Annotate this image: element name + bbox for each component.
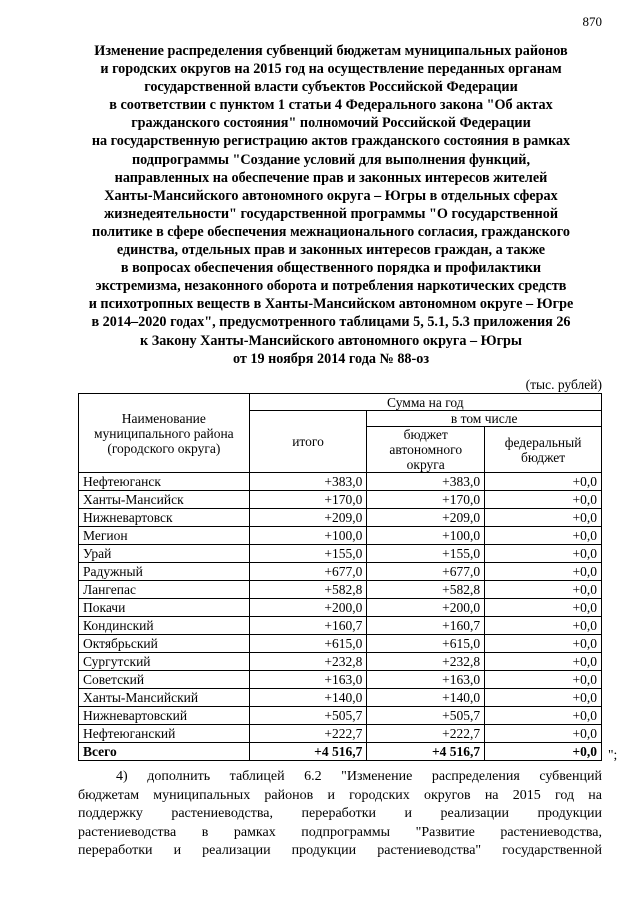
table-row xyxy=(79,509,602,527)
paragraph-line: 4) дополнить таблицей 6.2 "Изменение распределения субвенций xyxy=(116,769,602,784)
title-line: жизнедеятельности" государственной программы "О государственной xyxy=(104,205,558,222)
table-row xyxy=(79,563,602,581)
district-name: Ханты-Мансийский xyxy=(79,689,250,707)
district-name: Всего xyxy=(79,743,250,761)
total-value: +222,7 xyxy=(249,725,367,743)
total-value: +209,0 xyxy=(249,509,367,527)
title-line: в соответствии с пунктом 1 статьи 4 Федерального закона "Об актах xyxy=(109,97,553,114)
regional-budget-value: +100,0 xyxy=(367,527,485,545)
table-row xyxy=(79,581,602,599)
federal-budget-value: +0,0 xyxy=(485,653,602,671)
total-value: +615,0 xyxy=(249,635,367,653)
total-row xyxy=(79,743,602,761)
title-line: в 2014–2020 годах", предусмотренного таблицами 5, 5.1, 5.3 приложения 26 xyxy=(91,314,571,331)
title-line: политике в сфере обеспечения межнационального согласия, гражданского xyxy=(92,223,570,240)
title-line: Изменение распределения субвенций бюджетам муниципальных районов xyxy=(94,43,568,59)
title-line: и психотропных веществ в Ханты-Мансийском автономном округе – Югре xyxy=(88,296,574,313)
district-name: Советский xyxy=(79,671,250,689)
paragraph-line: поддержку растениеводства, переработки и реализации продукции xyxy=(78,806,602,821)
title-line: гражданского состояния" полномочий Российской Федерации xyxy=(131,115,531,132)
total-value: +200,0 xyxy=(249,599,367,617)
federal-budget-value: +0,0 xyxy=(485,707,602,725)
regional-budget-value: +222,7 xyxy=(367,725,485,743)
regional-budget-value: +505,7 xyxy=(367,707,485,725)
regional-budget-value: +209,0 xyxy=(367,509,485,527)
title-line: государственной власти субъектов Российской Федерации xyxy=(144,79,518,96)
total-value: +100,0 xyxy=(249,527,367,545)
district-name: Октябрьский xyxy=(79,635,250,653)
header-regional: бюджет автономного округа xyxy=(367,427,485,473)
total-value: +163,0 xyxy=(249,671,367,689)
title-line: к Закону Ханты-Мансийского автономного округа – Югры xyxy=(139,332,522,349)
district-name: Кондинский xyxy=(79,617,250,635)
regional-budget-value: +615,0 xyxy=(367,635,485,653)
federal-budget-value: +0,0 xyxy=(485,473,602,491)
regional-budget-value: +155,0 xyxy=(367,545,485,563)
district-name: Ханты-Мансийск xyxy=(79,491,250,509)
regional-budget-value: +232,8 xyxy=(367,653,485,671)
federal-budget-value: +0,0 xyxy=(485,635,602,653)
district-name: Сургутский xyxy=(79,653,250,671)
federal-budget-value: +0,0 xyxy=(485,545,602,563)
district-name: Нефтеюганский xyxy=(79,725,250,743)
regional-budget-value: +200,0 xyxy=(367,599,485,617)
regional-budget-value: +383,0 xyxy=(367,473,485,491)
regional-budget-value: +677,0 xyxy=(367,563,485,581)
table-row xyxy=(79,545,602,563)
district-name: Нижневартовский xyxy=(79,707,250,725)
units-label: (тыс. рублей) xyxy=(525,377,602,392)
district-name: Радужный xyxy=(79,563,250,581)
district-name: Покачи xyxy=(79,599,250,617)
regional-budget-value: +140,0 xyxy=(367,689,485,707)
federal-budget-value: +0,0 xyxy=(485,617,602,635)
district-name: Лангепас xyxy=(79,581,250,599)
document-title xyxy=(60,42,602,368)
total-value: +383,0 xyxy=(249,473,367,491)
header-sum: Сумма на год xyxy=(249,394,601,411)
paragraph-line: растениеводства в рамках подпрограммы "Развитие растениеводства, xyxy=(78,824,602,840)
table-row xyxy=(79,473,602,491)
federal-budget-value: +0,0 xyxy=(485,581,602,599)
federal-budget-value: +0,0 xyxy=(485,509,602,527)
title-line: единства, отдельных прав и законных интересов граждан, а также xyxy=(116,242,546,259)
table-tail: "; xyxy=(608,747,618,762)
federal-budget-value: +0,0 xyxy=(485,563,602,581)
total-value: +160,7 xyxy=(249,617,367,635)
paragraph-line: переработки и реализации продукции растениеводства" государственной xyxy=(78,843,602,858)
total-value: +4 516,7 xyxy=(249,743,367,761)
header-including: в том числе xyxy=(367,411,602,427)
subvention-table xyxy=(78,393,602,761)
federal-budget-value: +0,0 xyxy=(485,599,602,617)
title-line: от 19 ноября 2014 года № 88-оз xyxy=(232,350,430,367)
table-row xyxy=(79,671,602,689)
table-row xyxy=(79,527,602,545)
federal-budget-value: +0,0 xyxy=(485,671,602,689)
paragraph-line: бюджетам муниципальных районов и городских округов на 2015 год на xyxy=(78,787,602,803)
district-name: Нефтеюганск xyxy=(79,473,250,491)
table-row xyxy=(79,653,602,671)
table-row xyxy=(79,617,602,635)
title-line: в вопросах обеспечения общественного порядка и профилактики xyxy=(120,260,542,277)
table-row xyxy=(79,599,602,617)
table-row xyxy=(79,689,602,707)
title-line: подпрограммы "Создание условий для выполнения функций, xyxy=(131,151,531,168)
header-federal: федеральный бюджет xyxy=(485,427,602,473)
district-name: Урай xyxy=(79,545,250,563)
district-name: Мегион xyxy=(79,527,250,545)
federal-budget-value: +0,0 xyxy=(485,743,602,761)
regional-budget-value: +170,0 xyxy=(367,491,485,509)
district-name: Нижневартовск xyxy=(79,509,250,527)
total-value: +140,0 xyxy=(249,689,367,707)
title-line: Ханты-Мансийского автономного округа – Югры в отдельных сферах xyxy=(104,187,558,204)
page-number: 870 xyxy=(582,14,602,29)
table-row xyxy=(79,725,602,743)
regional-budget-value: +160,7 xyxy=(367,617,485,635)
regional-budget-value: +582,8 xyxy=(367,581,485,599)
title-line: экстремизма, незаконного оборота и потребления наркотических средств xyxy=(95,278,567,295)
title-line: и городских округов на 2015 год на осуществление переданных органам xyxy=(100,61,562,78)
header-name: Наименование муниципального района (городского округа) xyxy=(79,394,250,473)
federal-budget-value: +0,0 xyxy=(485,725,602,743)
title-line: на государственную регистрацию актов гражданского состояния в рамках xyxy=(91,133,571,150)
total-value: +170,0 xyxy=(249,491,367,509)
regional-budget-value: +163,0 xyxy=(367,671,485,689)
title-line: направленных на обеспечение прав и законных интересов жителей xyxy=(114,169,548,186)
total-value: +232,8 xyxy=(249,653,367,671)
table-row xyxy=(79,707,602,725)
amendment-paragraph xyxy=(78,768,602,861)
total-value: +677,0 xyxy=(249,563,367,581)
header-total: итого xyxy=(249,411,367,473)
federal-budget-value: +0,0 xyxy=(485,689,602,707)
regional-budget-value: +4 516,7 xyxy=(367,743,485,761)
total-value: +155,0 xyxy=(249,545,367,563)
federal-budget-value: +0,0 xyxy=(485,491,602,509)
total-value: +582,8 xyxy=(249,581,367,599)
table-row xyxy=(79,491,602,509)
total-value: +505,7 xyxy=(249,707,367,725)
federal-budget-value: +0,0 xyxy=(485,527,602,545)
table-row xyxy=(79,635,602,653)
